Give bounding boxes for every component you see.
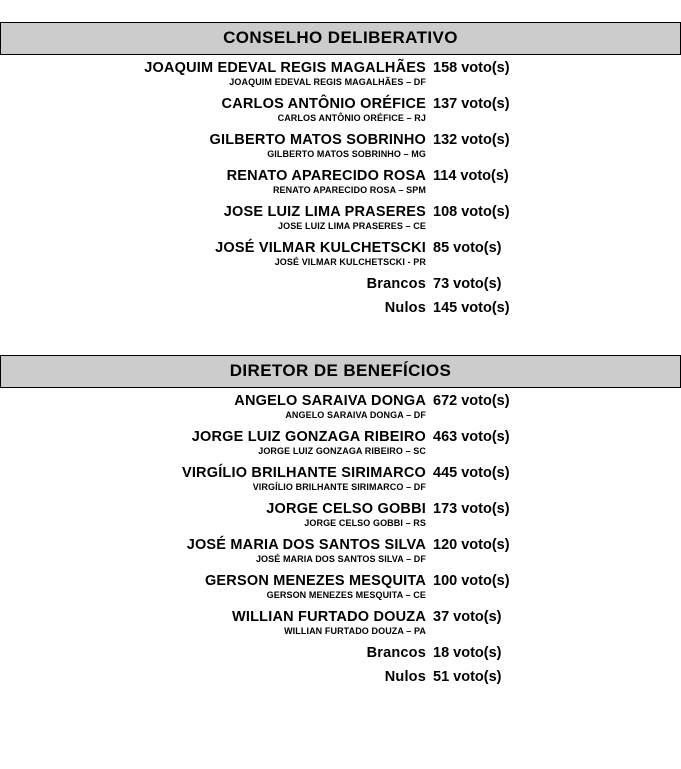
candidate-name: WILLIAN FURTADO DOUZA (231, 609, 426, 625)
vote-count: 114 voto(s) (433, 168, 509, 184)
row-spacer (0, 196, 681, 204)
candidate-name: Brancos (366, 645, 426, 661)
results-list (0, 388, 681, 686)
candidate-name: Nulos (384, 669, 426, 685)
section-title: CONSELHO DELIBERATIVO (0, 22, 681, 55)
candidate-cell (0, 300, 429, 317)
results-section-conselho-deliberativo (0, 22, 681, 317)
table-row (0, 393, 681, 421)
candidate-name: Nulos (384, 300, 426, 316)
candidate-cell (0, 609, 429, 637)
vote-count: 132 voto(s) (433, 132, 510, 148)
candidate-name: JOSE LUIZ LIMA PRASERES (223, 204, 426, 220)
candidate-cell (0, 573, 429, 601)
candidate-cell (0, 60, 429, 88)
table-row (0, 465, 681, 493)
row-spacer (0, 268, 681, 276)
candidate-subtitle: JOSÉ VILMAR KULCHETSCKI - PR (274, 257, 426, 267)
row-spacer (0, 160, 681, 168)
row-spacer (0, 601, 681, 609)
table-row (0, 573, 681, 601)
vote-count: 73 voto(s) (433, 276, 502, 292)
table-row (0, 96, 681, 124)
candidate-subtitle: CARLOS ANTÔNIO ORÉFICE – RJ (277, 113, 426, 123)
candidate-subtitle: WILLIAN FURTADO DOUZA – PA (284, 626, 426, 636)
candidate-cell (0, 132, 429, 160)
candidate-cell (0, 168, 429, 196)
vote-count: 120 voto(s) (433, 537, 510, 553)
vote-count: 672 voto(s) (433, 393, 510, 409)
candidate-name: RENATO APARECIDO ROSA (226, 168, 426, 184)
table-row (0, 669, 681, 686)
table-row (0, 168, 681, 196)
candidate-name: GERSON MENEZES MESQUITA (204, 573, 426, 589)
section-spacer (0, 317, 681, 355)
vote-count: 18 voto(s) (433, 645, 502, 661)
candidate-subtitle: JORGE LUIZ GONZAGA RIBEIRO – SC (258, 446, 426, 456)
candidate-name: JOSÉ VILMAR KULCHETSCKI (215, 240, 426, 256)
row-spacer (0, 662, 681, 669)
candidate-cell (0, 429, 429, 457)
candidate-subtitle: JOSÉ MARIA DOS SANTOS SILVA – DF (255, 554, 426, 564)
candidate-subtitle: GILBERTO MATOS SOBRINHO – MG (267, 149, 426, 159)
vote-count: 85 voto(s) (433, 240, 502, 256)
row-spacer (0, 637, 681, 645)
table-row (0, 501, 681, 529)
candidate-name: JORGE LUIZ GONZAGA RIBEIRO (191, 429, 426, 445)
table-row (0, 276, 681, 293)
row-spacer (0, 565, 681, 573)
candidate-cell (0, 276, 429, 293)
candidate-subtitle: RENATO APARECIDO ROSA – SPM (272, 185, 426, 195)
vote-count: 37 voto(s) (433, 609, 502, 625)
vote-count: 108 voto(s) (433, 204, 510, 220)
table-row (0, 645, 681, 662)
vote-count: 51 voto(s) (433, 669, 502, 685)
candidate-name: JOAQUIM EDEVAL REGIS MAGALHÃES (144, 60, 426, 76)
vote-count: 137 voto(s) (433, 96, 510, 112)
table-row (0, 240, 681, 268)
vote-count: 100 voto(s) (433, 573, 510, 589)
vote-count: 463 voto(s) (433, 429, 510, 445)
candidate-cell (0, 393, 429, 421)
vote-count: 158 voto(s) (433, 60, 510, 76)
table-row (0, 609, 681, 637)
row-spacer (0, 293, 681, 300)
candidate-name: JOSÉ MARIA DOS SANTOS SILVA (186, 537, 426, 553)
results-list (0, 55, 681, 317)
candidate-cell (0, 501, 429, 529)
table-row (0, 537, 681, 565)
candidate-name: GILBERTO MATOS SOBRINHO (209, 132, 426, 148)
vote-count: 145 voto(s) (433, 300, 510, 316)
candidate-subtitle: GERSON MENEZES MESQUITA – CE (266, 590, 426, 600)
section-title: DIRETOR DE BENEFÍCIOS (0, 355, 681, 388)
candidate-cell (0, 669, 429, 686)
candidate-name: Brancos (366, 276, 426, 292)
top-spacer (0, 0, 681, 22)
candidate-name: CARLOS ANTÔNIO ORÉFICE (221, 96, 426, 112)
candidate-subtitle: JORGE CELSO GOBBI – RS (304, 518, 426, 528)
table-row (0, 60, 681, 88)
row-spacer (0, 529, 681, 537)
candidate-subtitle: JOAQUIM EDEVAL REGIS MAGALHÃES – DF (229, 77, 426, 87)
table-row (0, 204, 681, 232)
row-spacer (0, 421, 681, 429)
row-spacer (0, 457, 681, 465)
candidate-name: JORGE CELSO GOBBI (266, 501, 426, 517)
candidate-subtitle: JOSE LUIZ LIMA PRASERES – CE (278, 221, 426, 231)
candidate-subtitle: ANGELO SARAIVA DONGA – DF (285, 410, 426, 420)
row-spacer (0, 232, 681, 240)
candidate-name: ANGELO SARAIVA DONGA (234, 393, 426, 409)
candidate-cell (0, 96, 429, 124)
table-row (0, 429, 681, 457)
table-row (0, 300, 681, 317)
candidate-cell (0, 204, 429, 232)
candidate-cell (0, 465, 429, 493)
vote-count: 445 voto(s) (433, 465, 510, 481)
row-spacer (0, 88, 681, 96)
candidate-cell (0, 645, 429, 662)
results-section-diretor-de-beneficios (0, 355, 681, 686)
vote-count: 173 voto(s) (433, 501, 510, 517)
candidate-cell (0, 537, 429, 565)
row-spacer (0, 493, 681, 501)
candidate-subtitle: VIRGÍLIO BRILHANTE SIRIMARCO – DF (252, 482, 426, 492)
row-spacer (0, 124, 681, 132)
table-row (0, 132, 681, 160)
candidate-cell (0, 240, 429, 268)
candidate-name: VIRGÍLIO BRILHANTE SIRIMARCO (181, 465, 426, 481)
